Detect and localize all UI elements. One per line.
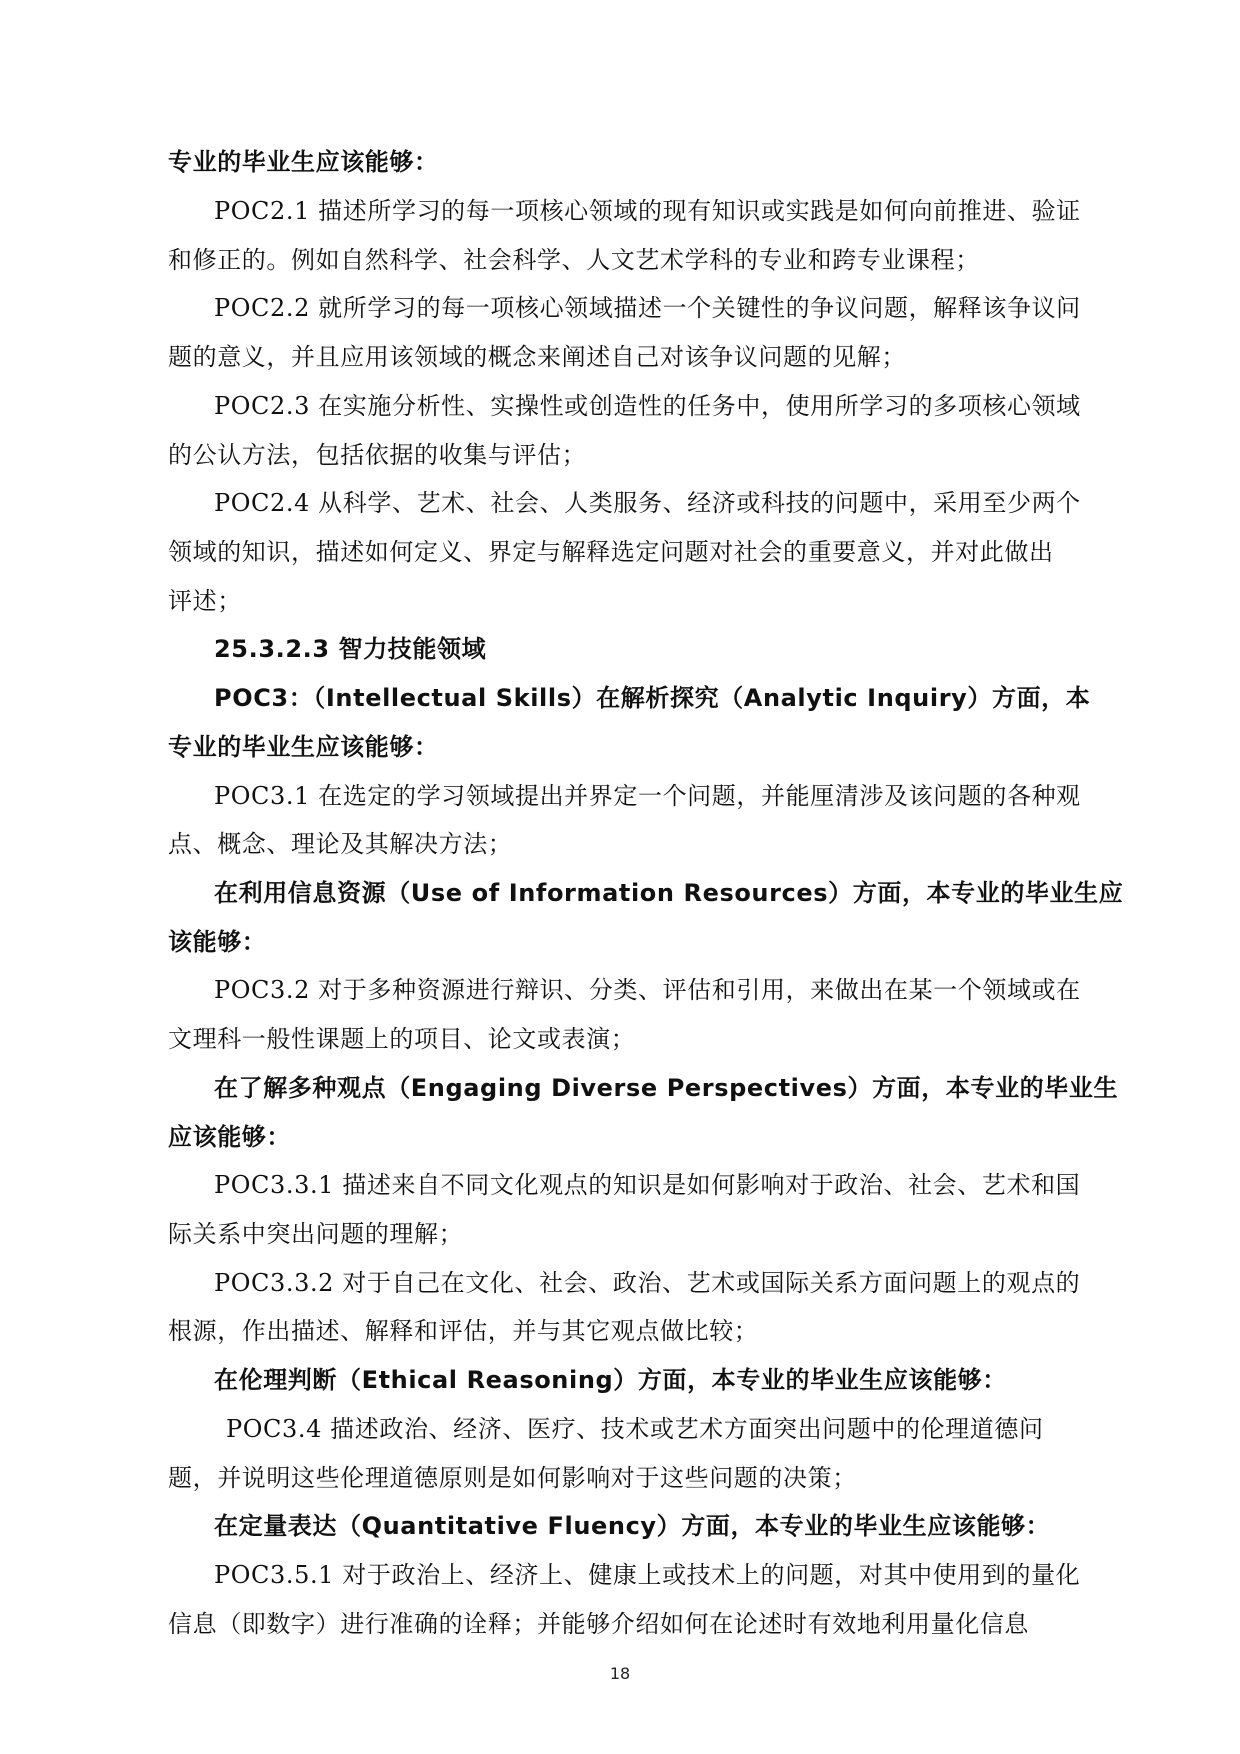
paragraph-line: 际关系中突出问题的理解； bbox=[168, 1220, 464, 1248]
bold-heading-line: 该能够： bbox=[168, 928, 267, 956]
bold-heading-line: 应该能够： bbox=[168, 1123, 291, 1151]
section-continuation-heading: 专业的毕业生应该能够： bbox=[168, 148, 439, 176]
paragraph-line: POC2.1 描述所学习的每一项核心领域的现有知识或实践是如何向前推进、验证 bbox=[214, 197, 1081, 225]
paragraph-line: POC3.5.1 对于政治上、经济上、健康上或技术上的问题，对其中使用到的量化 bbox=[214, 1561, 1081, 1589]
paragraph-line: 根源，作出描述、解释和评估，并与其它观点做比较； bbox=[168, 1317, 759, 1345]
paragraph-line: POC2.2 就所学习的每一项核心领域描述一个关键性的争议问题，解释该争议问 bbox=[214, 294, 1081, 322]
paragraph-line: POC2.4 从科学、艺术、社会、人类服务、经济或科技的问题中，采用至少两个 bbox=[214, 489, 1081, 517]
paragraph-line: POC2.3 在实施分析性、实操性或创造性的任务中，使用所学习的多项核心领域 bbox=[214, 392, 1081, 420]
paragraph-line: POC3.4 描述政治、经济、医疗、技术或艺术方面突出问题中的伦理道德问 bbox=[226, 1415, 1044, 1443]
paragraph-line: POC3.3.2 对于自己在文化、社会、政治、艺术或国际关系方面问题上的观点的 bbox=[214, 1269, 1081, 1297]
bold-heading-line: 在了解多种观点（Engaging Diverse Perspectives）方面，本专业的毕业生 bbox=[214, 1074, 1119, 1102]
bold-heading-line: POC3：（Intellectual Skills）在解析探究（Analytic Inquiry）方面，本 bbox=[214, 684, 1091, 712]
paragraph-line: 点、概念、理论及其解决方法； bbox=[168, 830, 513, 858]
subsection-heading: 25.3.2.3 智力技能领域 bbox=[214, 635, 487, 663]
bold-heading-line: 在利用信息资源（Use of Information Resources）方面，本专业的毕业生应 bbox=[214, 879, 1124, 907]
paragraph-line: POC3.3.1 描述来自不同文化观点的知识是如何影响对于政治、社会、艺术和国 bbox=[214, 1171, 1081, 1199]
paragraph-line: 文理科一般性课题上的项目、论文或表演； bbox=[168, 1025, 636, 1053]
paragraph-line: POC3.2 对于多种资源进行辩识、分类、评估和引用，来做出在某一个领域或在 bbox=[214, 976, 1081, 1004]
bold-heading-line: 专业的毕业生应该能够： bbox=[168, 733, 439, 761]
page-number: 18 bbox=[609, 1664, 631, 1683]
paragraph-line: 的公认方法，包括依据的收集与评估； bbox=[168, 441, 587, 469]
bold-heading-line: 在定量表达（Quantitative Fluency）方面，本专业的毕业生应该能够： bbox=[214, 1512, 1051, 1540]
paragraph-line: POC3.1 在选定的学习领域提出并界定一个问题，并能厘清涉及该问题的各种观 bbox=[214, 782, 1081, 810]
paragraph-line: 和修正的。例如自然科学、社会科学、人文艺术学科的专业和跨专业课程； bbox=[168, 246, 980, 274]
bold-heading-line: 在伦理判断（Ethical Reasoning）方面，本专业的毕业生应该能够： bbox=[214, 1366, 1007, 1394]
paragraph-line: 领域的知识，描述如何定义、界定与解释选定问题对社会的重要意义，并对此做出 bbox=[168, 538, 1054, 566]
paragraph-line: 题，并说明这些伦理道德原则是如何影响对于这些问题的决策； bbox=[168, 1464, 857, 1492]
paragraph-line: 评述； bbox=[168, 587, 242, 615]
paragraph-line: 题的意义，并且应用该领域的概念来阐述自己对该争议问题的见解； bbox=[168, 343, 906, 371]
paragraph-line: 信息（即数字）进行准确的诠释；并能够介绍如何在论述时有效地利用量化信息 bbox=[168, 1610, 1029, 1638]
